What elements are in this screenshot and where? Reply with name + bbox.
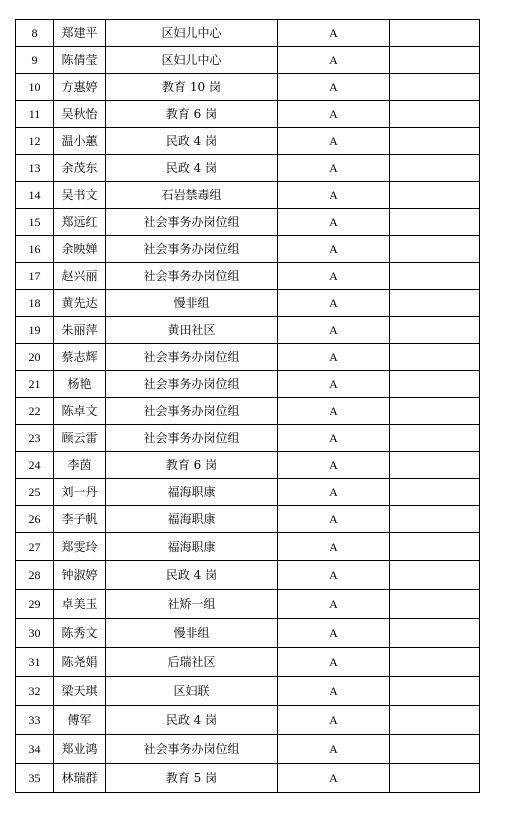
- table-row: [16, 20, 480, 47]
- note-cell: [390, 344, 480, 371]
- person-name: 郑雯玲: [54, 533, 106, 561]
- unit-name: 石岩禁毒组: [106, 182, 278, 209]
- note-cell: [390, 561, 480, 590]
- person-name: 钟淑婷: [54, 561, 106, 590]
- unit-name: 慢非组: [106, 290, 278, 317]
- row-number: 24: [16, 452, 54, 479]
- unit-name: 教育 6 岗: [106, 452, 278, 479]
- table-row: [16, 561, 480, 590]
- unit-name: 社会事务办岗位组: [106, 263, 278, 290]
- person-name: 林瑞群: [54, 764, 106, 793]
- grade-cell: A: [278, 128, 390, 155]
- person-name: 方惠婷: [54, 74, 106, 101]
- person-name: 卓美玉: [54, 590, 106, 619]
- note-cell: [390, 128, 480, 155]
- note-cell: [390, 398, 480, 425]
- note-cell: [390, 263, 480, 290]
- table-row: [16, 735, 480, 764]
- row-number: 26: [16, 506, 54, 533]
- grade-cell: A: [278, 425, 390, 452]
- table-row: [16, 371, 480, 398]
- row-number: 21: [16, 371, 54, 398]
- row-number: 16: [16, 236, 54, 263]
- row-number: 17: [16, 263, 54, 290]
- person-name: 吴书文: [54, 182, 106, 209]
- person-name: 郑建平: [54, 20, 106, 47]
- person-name: 陈卓文: [54, 398, 106, 425]
- unit-name: 社会事务办岗位组: [106, 344, 278, 371]
- row-number: 32: [16, 677, 54, 706]
- note-cell: [390, 209, 480, 236]
- row-number: 14: [16, 182, 54, 209]
- unit-name: 福海职康: [106, 479, 278, 506]
- table-row: [16, 317, 480, 344]
- note-cell: [390, 506, 480, 533]
- grade-cell: A: [278, 590, 390, 619]
- grade-cell: A: [278, 677, 390, 706]
- grade-cell: A: [278, 155, 390, 182]
- grade-cell: A: [278, 735, 390, 764]
- row-number: 35: [16, 764, 54, 793]
- note-cell: [390, 236, 480, 263]
- unit-name: 区妇儿中心: [106, 20, 278, 47]
- row-number: 30: [16, 619, 54, 648]
- table-row: [16, 398, 480, 425]
- unit-name: 教育 6 岗: [106, 101, 278, 128]
- row-number: 10: [16, 74, 54, 101]
- row-number: 28: [16, 561, 54, 590]
- table-row: [16, 648, 480, 677]
- row-number: 15: [16, 209, 54, 236]
- row-number: 34: [16, 735, 54, 764]
- unit-name: 民政 4 岗: [106, 155, 278, 182]
- person-name: 陈尧娟: [54, 648, 106, 677]
- table-row: [16, 506, 480, 533]
- person-name: 顾云雷: [54, 425, 106, 452]
- note-cell: [390, 20, 480, 47]
- person-name: 陈秀文: [54, 619, 106, 648]
- person-name: 傅军: [54, 706, 106, 735]
- note-cell: [390, 764, 480, 793]
- person-name: 吴秋怡: [54, 101, 106, 128]
- table-row: [16, 101, 480, 128]
- unit-name: 教育 10 岗: [106, 74, 278, 101]
- table-row: [16, 706, 480, 735]
- grade-cell: A: [278, 619, 390, 648]
- note-cell: [390, 290, 480, 317]
- note-cell: [390, 533, 480, 561]
- row-number: 19: [16, 317, 54, 344]
- table-row: [16, 425, 480, 452]
- row-number: 31: [16, 648, 54, 677]
- person-name: 温小蕙: [54, 128, 106, 155]
- grade-cell: A: [278, 371, 390, 398]
- table-row: [16, 619, 480, 648]
- note-cell: [390, 74, 480, 101]
- note-cell: [390, 706, 480, 735]
- note-cell: [390, 425, 480, 452]
- note-cell: [390, 479, 480, 506]
- note-cell: [390, 101, 480, 128]
- unit-name: 后瑞社区: [106, 648, 278, 677]
- table-row: [16, 236, 480, 263]
- note-cell: [390, 677, 480, 706]
- grade-cell: A: [278, 182, 390, 209]
- person-name: 杨艳: [54, 371, 106, 398]
- table-row: [16, 677, 480, 706]
- table-row: [16, 479, 480, 506]
- row-number: 22: [16, 398, 54, 425]
- row-number: 23: [16, 425, 54, 452]
- unit-name: 民政 4 岗: [106, 561, 278, 590]
- person-name: 余映婵: [54, 236, 106, 263]
- unit-name: 民政 4 岗: [106, 706, 278, 735]
- table-row: [16, 344, 480, 371]
- note-cell: [390, 452, 480, 479]
- grade-cell: A: [278, 452, 390, 479]
- grade-cell: A: [278, 20, 390, 47]
- person-name: 李子帆: [54, 506, 106, 533]
- grade-cell: A: [278, 648, 390, 677]
- grade-cell: A: [278, 344, 390, 371]
- note-cell: [390, 648, 480, 677]
- grade-cell: A: [278, 533, 390, 561]
- table-body: [16, 20, 480, 793]
- table-row: [16, 452, 480, 479]
- unit-name: 教育 5 岗: [106, 764, 278, 793]
- grade-cell: A: [278, 47, 390, 74]
- row-number: 12: [16, 128, 54, 155]
- note-cell: [390, 619, 480, 648]
- note-cell: [390, 47, 480, 74]
- row-number: 11: [16, 101, 54, 128]
- note-cell: [390, 735, 480, 764]
- table-row: [16, 764, 480, 793]
- grade-cell: A: [278, 74, 390, 101]
- table-row: [16, 290, 480, 317]
- row-number: 25: [16, 479, 54, 506]
- unit-name: 区妇联: [106, 677, 278, 706]
- note-cell: [390, 182, 480, 209]
- table-row: [16, 128, 480, 155]
- unit-name: 社会事务办岗位组: [106, 425, 278, 452]
- unit-name: 社会事务办岗位组: [106, 398, 278, 425]
- grade-cell: A: [278, 764, 390, 793]
- grade-cell: A: [278, 706, 390, 735]
- grade-cell: A: [278, 506, 390, 533]
- note-cell: [390, 371, 480, 398]
- unit-name: 社矫一组: [106, 590, 278, 619]
- row-number: 18: [16, 290, 54, 317]
- unit-name: 社会事务办岗位组: [106, 371, 278, 398]
- unit-name: 区妇儿中心: [106, 47, 278, 74]
- person-name: 余茂东: [54, 155, 106, 182]
- person-name: 刘一丹: [54, 479, 106, 506]
- grade-cell: A: [278, 101, 390, 128]
- unit-name: 社会事务办岗位组: [106, 735, 278, 764]
- grade-cell: A: [278, 290, 390, 317]
- person-name: 李茵: [54, 452, 106, 479]
- unit-name: 社会事务办岗位组: [106, 209, 278, 236]
- table-row: [16, 209, 480, 236]
- table-row: [16, 533, 480, 561]
- unit-name: 黄田社区: [106, 317, 278, 344]
- note-cell: [390, 317, 480, 344]
- row-number: 8: [16, 20, 54, 47]
- row-number: 9: [16, 47, 54, 74]
- grade-cell: A: [278, 479, 390, 506]
- table-row: [16, 47, 480, 74]
- person-name: 朱丽萍: [54, 317, 106, 344]
- person-name: 郑业鸿: [54, 735, 106, 764]
- grade-cell: A: [278, 561, 390, 590]
- row-number: 33: [16, 706, 54, 735]
- unit-name: 慢非组: [106, 619, 278, 648]
- table-row: [16, 182, 480, 209]
- row-number: 20: [16, 344, 54, 371]
- row-number: 13: [16, 155, 54, 182]
- person-name: 蔡志辉: [54, 344, 106, 371]
- table-row: [16, 263, 480, 290]
- table-row: [16, 590, 480, 619]
- row-number: 27: [16, 533, 54, 561]
- person-name: 郑远红: [54, 209, 106, 236]
- note-cell: [390, 590, 480, 619]
- grade-cell: A: [278, 263, 390, 290]
- person-name: 陈倩莹: [54, 47, 106, 74]
- grade-cell: A: [278, 209, 390, 236]
- unit-name: 社会事务办岗位组: [106, 236, 278, 263]
- table-row: [16, 74, 480, 101]
- unit-name: 福海职康: [106, 506, 278, 533]
- person-name: 黄先达: [54, 290, 106, 317]
- unit-name: 福海职康: [106, 533, 278, 561]
- grade-cell: A: [278, 317, 390, 344]
- person-name: 梁天琪: [54, 677, 106, 706]
- table-row: [16, 155, 480, 182]
- note-cell: [390, 155, 480, 182]
- grade-cell: A: [278, 236, 390, 263]
- grade-cell: A: [278, 398, 390, 425]
- person-name: 赵兴丽: [54, 263, 106, 290]
- row-number: 29: [16, 590, 54, 619]
- unit-name: 民政 4 岗: [106, 128, 278, 155]
- assessment-table: [15, 19, 480, 793]
